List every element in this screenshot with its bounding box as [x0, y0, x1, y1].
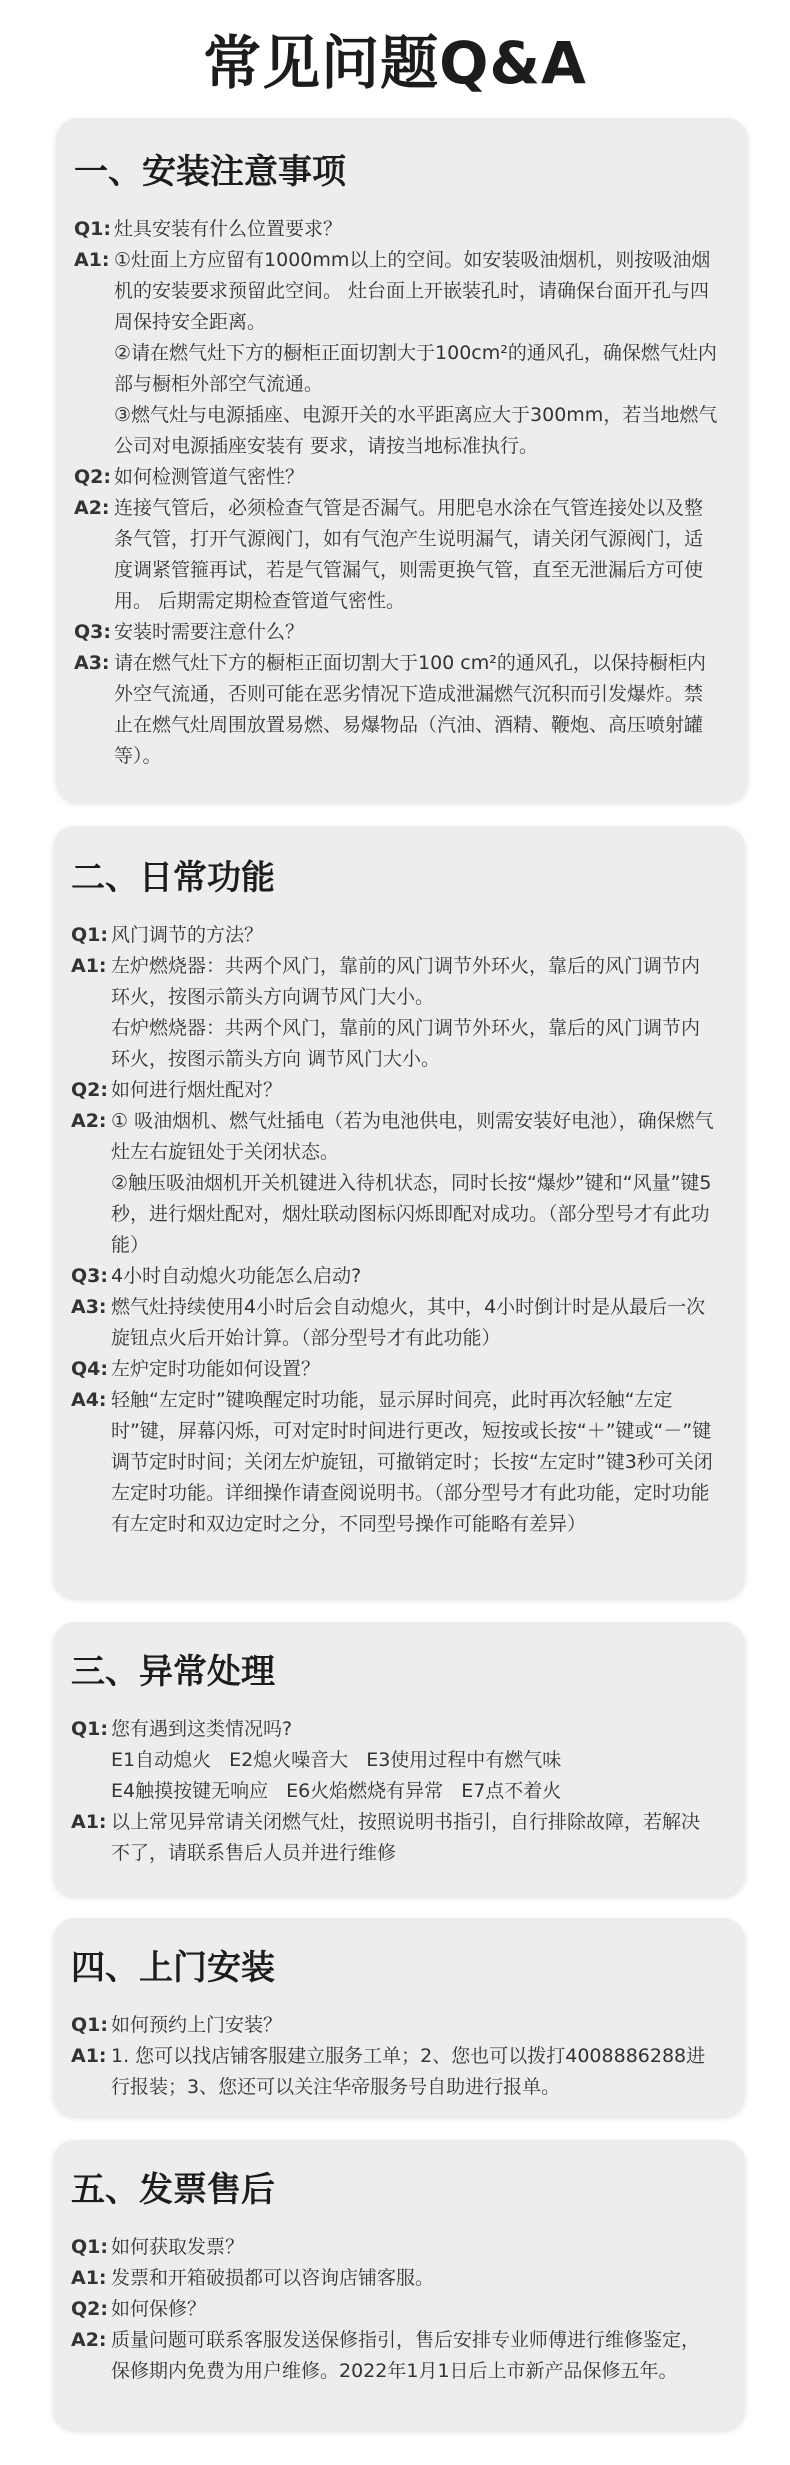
- answer-paragraph: ②触压吸油烟机开关机键进入待机状态，同时长按“爆炒”键和“风量”键5秒，进行烟灶配对，烟灶联动图标闪烁即配对成功。（部分型号才有此功能）: [111, 1172, 712, 1256]
- answer-paragraph: 请在燃气灶下方的橱柜正面切割大于100 cm²的通风孔，以保持橱柜内外空气流通，否则可能在恶劣情况下造成泄漏燃气沉积而引发爆炸。禁止在燃气灶周围放置易燃、易爆物品（汽油、酒精、鞭炮、高压喷射罐等）。: [114, 652, 706, 767]
- question-label: Q1:: [71, 924, 108, 946]
- section-home-installation: [53, 1918, 745, 2116]
- section-heading: 三、异常处理: [71, 1652, 275, 1692]
- answer-label: A1:: [71, 2267, 107, 2289]
- answer-label: A2:: [71, 1110, 107, 1132]
- answer-text: [111, 1292, 717, 1354]
- question-text: 如何进行烟灶配对？: [111, 1079, 283, 1101]
- answer-label: A4:: [71, 1389, 107, 1411]
- error-code: E3使用过程中有燃气味: [366, 1749, 562, 1771]
- spacer: [71, 1745, 111, 1807]
- answer-label: A1:: [71, 2045, 107, 2067]
- question-text: 灶具安装有什么位置要求？: [114, 218, 343, 240]
- question-text: 如何检测管道气密性？: [114, 466, 305, 488]
- question-text: 安装时需要注意什么？: [114, 621, 305, 643]
- answer-paragraph: ③燃气灶与电源插座、电源开关的水平距离应大于300mm，若当地燃气公司对电源插座安装有 要求，请按当地标准执行。: [114, 404, 718, 457]
- answer-paragraph: 质量问题可联系客服发送保修指引，售后安排专业师傅进行维修鉴定，保修期内免费为用户维修。2022年1月1日后上市新产品保修五年。: [111, 2329, 701, 2382]
- answer-paragraph: 连接气管后，必须检查气管是否漏气。用肥皂水涂在气管连接处以及整条气管，打开气源阀门，如有气泡产生说明漏气，请关闭气源阀门，适度调紧管箍再试，若是气管漏气，则需更换气管，直至无泄漏后方可使用。 后期需定期检查管道气密性。: [114, 497, 704, 612]
- answer-paragraph: 1. 您可以找店铺客服建立服务工单；2、您也可以拨打4008886288进行报装；3、您还可以关注华帝服务号自助进行报单。: [111, 2045, 706, 2098]
- answer-label: A2:: [71, 2329, 107, 2351]
- qa-list: [71, 2010, 717, 2103]
- question-text: 风门调节的方法？: [111, 924, 264, 946]
- answer-paragraph: 燃气灶持续使用4小时后会自动熄火，其中，4小时倒计时是从最后一次旋钮点火后开始计算。（部分型号才有此功能）: [111, 1296, 706, 1349]
- section-heading: 四、上门安装: [71, 1948, 275, 1988]
- answer-text: [111, 951, 717, 1075]
- error-code: E1自动熄火: [111, 1749, 212, 1771]
- qa-list: [71, 1714, 717, 1869]
- question-text: 如何获取发票？: [111, 2236, 245, 2258]
- answer-text: [111, 1385, 717, 1540]
- answer-text: [114, 648, 720, 772]
- answer-text: [114, 493, 720, 617]
- question-label: Q2:: [71, 2298, 108, 2320]
- answer-text: [111, 2263, 717, 2294]
- question-text: 您有遇到这类情况吗?: [111, 1718, 293, 1740]
- question-label: Q1:: [71, 2014, 108, 2036]
- error-code-row: [111, 1745, 717, 1776]
- answer-label: A3:: [74, 652, 110, 674]
- question-label: Q1:: [74, 218, 111, 240]
- answer-text: [111, 1106, 717, 1261]
- section-heading: 一、安装注意事项: [74, 152, 346, 192]
- section-invoice-after-sales: [53, 2140, 745, 2430]
- question-label: Q2:: [71, 1079, 108, 1101]
- question-label: Q4:: [71, 1358, 108, 1380]
- answer-paragraph: 发票和开箱破损都可以咨询店铺客服。: [111, 2267, 435, 2289]
- question-text: 如何保修？: [111, 2298, 207, 2320]
- answer-paragraph: ① 吸油烟机、燃气灶插电（若为电池供电，则需安装好电池），确保燃气灶左右旋钮处于关闭状态。: [111, 1110, 714, 1163]
- question-text: 左炉定时功能如何设置？: [111, 1358, 321, 1380]
- section-heading: 二、日常功能: [71, 858, 275, 898]
- question-label: Q3:: [71, 1265, 108, 1287]
- error-code: E7点不着火: [461, 1780, 562, 1802]
- error-code-row: [111, 1776, 717, 1807]
- answer-paragraph: 右炉燃烧器：共两个风门，靠前的风门调节外环火，靠后的风门调节内环火，按图示箭头方向 调节风门大小。: [111, 1017, 701, 1070]
- section-heading: 五、发票售后: [71, 2170, 275, 2210]
- page-title: 常见问题Q&A: [203, 29, 587, 97]
- answer-label: A1:: [74, 249, 110, 271]
- answer-label: A2:: [74, 497, 110, 519]
- answer-paragraph: ①灶面上方应留有1000mm以上的空间。如安装吸油烟机，则按吸油烟机的安装要求预留此空间。 灶台面上开嵌装孔时，请确保台面开孔与四周保持安全距离。: [114, 249, 711, 333]
- answer-paragraph: ②请在燃气灶下方的橱柜正面切割大于100cm²的通风孔，确保燃气灶内部与橱柜外部空气流通。: [114, 342, 717, 395]
- qa-list: [71, 920, 717, 1540]
- answer-text: [114, 245, 720, 462]
- qa-list: [71, 2232, 717, 2387]
- qa-list: [74, 214, 720, 772]
- error-code: E4触摸按键无响应: [111, 1780, 269, 1802]
- error-code-list: [111, 1745, 717, 1807]
- question-text: 4小时自动熄火功能怎么启动?: [111, 1265, 362, 1287]
- answer-paragraph: 轻触“左定时”键唤醒定时功能，显示屏时间亮，此时再次轻触“左定时”键，屏幕闪烁，可对定时时间进行更改，短按或长按“＋”键或“－”键调节定时时间；关闭左炉旋钮，可撤销定时；长按“左定时”键3秒可关闭左定时功能。详细操作请查阅说明书。（部分型号才有此功能，定时功能有左定时和双边定时之分，不同型号操作可能略有差异）: [111, 1389, 713, 1535]
- question-label: Q3:: [74, 621, 111, 643]
- error-code: E6火焰燃烧有异常: [286, 1780, 444, 1802]
- question-label: Q1:: [71, 2236, 108, 2258]
- answer-label: A1:: [71, 1811, 107, 1833]
- answer-paragraph: 左炉燃烧器：共两个风门，靠前的风门调节外环火，靠后的风门调节内环火，按图示箭头方向调节风门大小。: [111, 955, 701, 1008]
- error-code: E2熄火噪音大: [229, 1749, 349, 1771]
- question-label: Q1:: [71, 1718, 108, 1740]
- question-label: Q2:: [74, 466, 111, 488]
- section-daily-functions: [53, 826, 745, 1598]
- answer-text: [111, 1807, 717, 1869]
- answer-text: [111, 2041, 717, 2103]
- answer-paragraph: 以上常见异常请关闭燃气灶，按照说明书指引，自行排除故障，若解决不了，请联系售后人员并进行维修: [111, 1811, 701, 1864]
- answer-label: A3:: [71, 1296, 107, 1318]
- answer-text: [111, 2325, 717, 2387]
- question-text: 如何预约上门安装？: [111, 2014, 283, 2036]
- section-installation-notes: [56, 118, 748, 802]
- section-troubleshooting: [53, 1622, 745, 1896]
- answer-label: A1:: [71, 955, 107, 977]
